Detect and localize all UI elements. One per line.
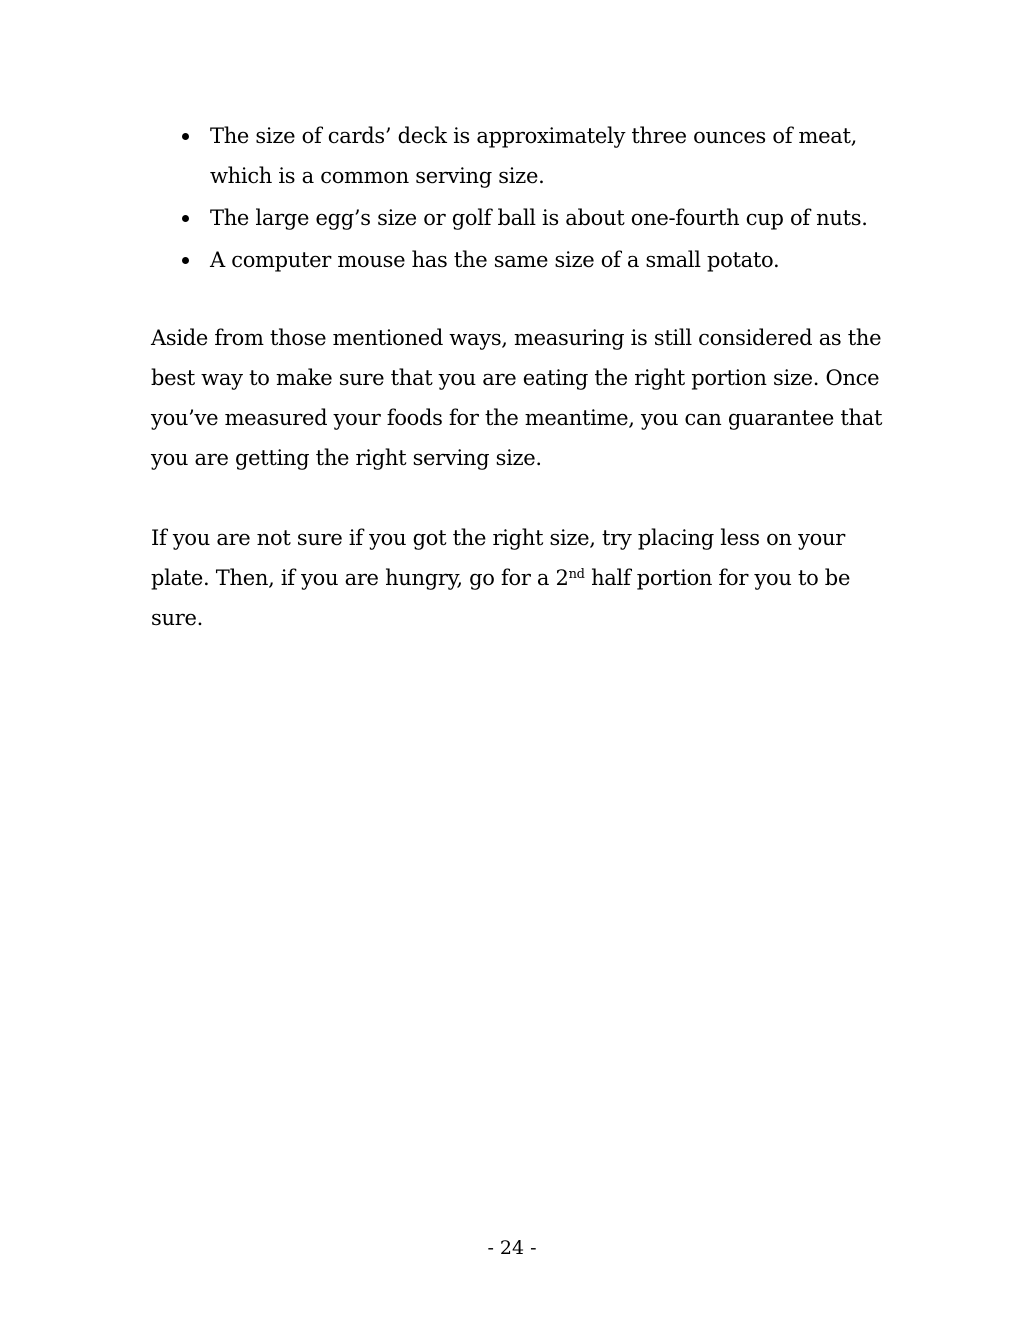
paragraph-portion	[151, 518, 891, 638]
paragraph-portion-text-start: If you are not sure if you got the right size, try placing less on your plate. Then, if you are hungry, go for a 2	[151, 526, 845, 590]
paragraph-portion-text-end: half portion for you to be sure.	[151, 566, 851, 630]
bullet-item	[151, 198, 891, 238]
bullet-icon	[182, 133, 189, 140]
bullet-icon	[182, 215, 189, 222]
bullet-item	[151, 240, 891, 280]
bullet-item	[151, 116, 891, 196]
paragraph-measuring: Aside from those mentioned ways, measuring is still considered as the best way to make sure that you are eating the right portion size. Once you’ve measured your foods for the meantime, you can guarantee that you are getting the right serving size.	[151, 326, 883, 470]
bullet-text: A computer mouse has the same size of a small potato.	[210, 248, 780, 272]
ordinal-superscript: nd	[568, 567, 585, 582]
bullet-text: The size of cards’ deck is approximately three ounces of meat, which is a common serving size.	[210, 124, 858, 188]
bullet-list	[151, 116, 891, 280]
bullet-icon	[182, 257, 189, 264]
page-number: - 24 -	[487, 1237, 537, 1259]
page-body	[151, 116, 891, 678]
bullet-text: The large egg’s size or golf ball is about one-fourth cup of nuts.	[210, 206, 868, 230]
